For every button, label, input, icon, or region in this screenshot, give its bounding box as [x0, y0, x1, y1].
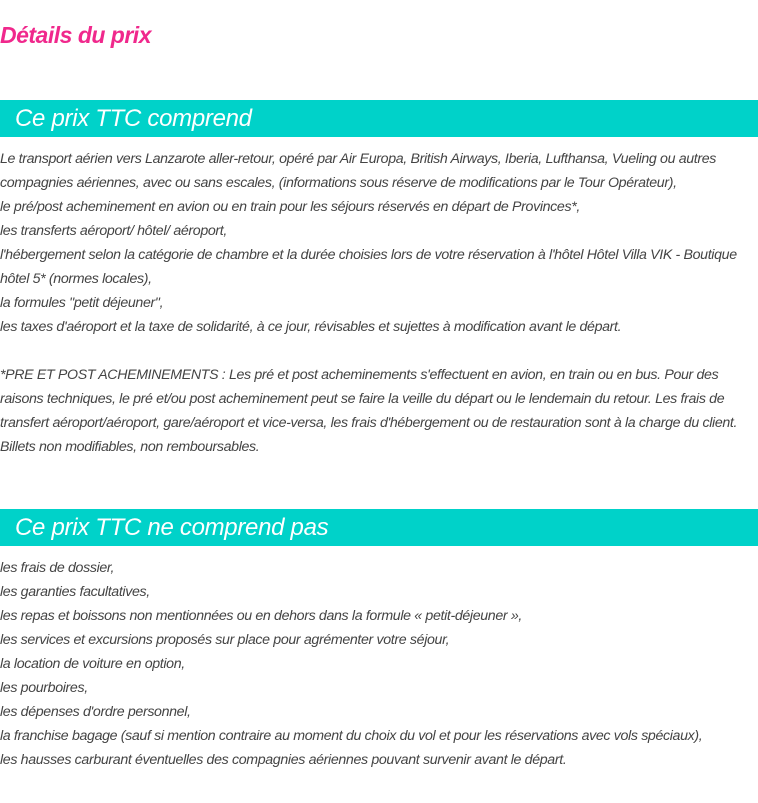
included-item: la formules "petit déjeuner", — [0, 295, 164, 311]
section-heading-excluded: Ce prix TTC ne comprend pas — [15, 514, 329, 541]
section-header-included — [0, 100, 758, 137]
excluded-item: la location de voiture en option, — [0, 656, 185, 672]
section-heading-included: Ce prix TTC comprend — [15, 105, 252, 132]
pre-post-transfer-note — [0, 363, 758, 459]
included-item: Le transport aérien vers Lanzarote aller-retour, opéré par Air Europa, British Airways, Iberia, Lufthansa, Vueling ou autres compagnies aériennes, avec ou sans escales, (informations sous réserve de modifications par le Tour Opérateur), — [0, 151, 717, 191]
excluded-items-list — [0, 556, 758, 772]
excluded-item: les garanties facultatives, — [0, 584, 150, 600]
note-text: *PRE ET POST ACHEMINEMENTS : Les pré et post acheminements s'effectuent en avion, en train ou en bus. Pour des raisons techniques, le pré et/ou post acheminement peut se faire la veille du départ ou le lendemain du retour. Les frais de transfert aéroport/aéroport, gare/aéroport et vice-versa, les frais d'hébergement ou de restauration sont à la charge du client. Billets non modifiables, non remboursables. — [0, 367, 738, 455]
page-title: Détails du prix — [0, 22, 151, 48]
included-item: les taxes d'aéroport et la taxe de solidarité, à ce jour, révisables et sujettes à modification avant le départ. — [0, 319, 622, 335]
excluded-item: les dépenses d'ordre personnel, — [0, 704, 191, 720]
section-header-excluded — [0, 509, 758, 546]
excluded-item: la franchise bagage (sauf si mention contraire au moment du choix du vol et pour les réservations avec vols spéciaux), — [0, 728, 703, 744]
included-item: les transferts aéroport/ hôtel/ aéroport, — [0, 223, 227, 239]
included-items-list — [0, 147, 758, 339]
excluded-item: les pourboires, — [0, 680, 88, 696]
excluded-item: les services et excursions proposés sur place pour agrémenter votre séjour, — [0, 632, 450, 648]
included-item: l'hébergement selon la catégorie de chambre et la durée choisies lors de votre réservation à l'hôtel Hôtel Villa VIK - Boutique hôtel 5* (normes locales), — [0, 247, 737, 287]
excluded-item: les frais de dossier, — [0, 560, 115, 576]
excluded-item: les hausses carburant éventuelles des compagnies aériennes pouvant survenir avant le départ. — [0, 752, 567, 768]
excluded-item: les repas et boissons non mentionnées ou en dehors dans la formule « petit-déjeuner », — [0, 608, 522, 624]
included-item: le pré/post acheminement en avion ou en train pour les séjours réservés en départ de Provinces*, — [0, 199, 580, 215]
